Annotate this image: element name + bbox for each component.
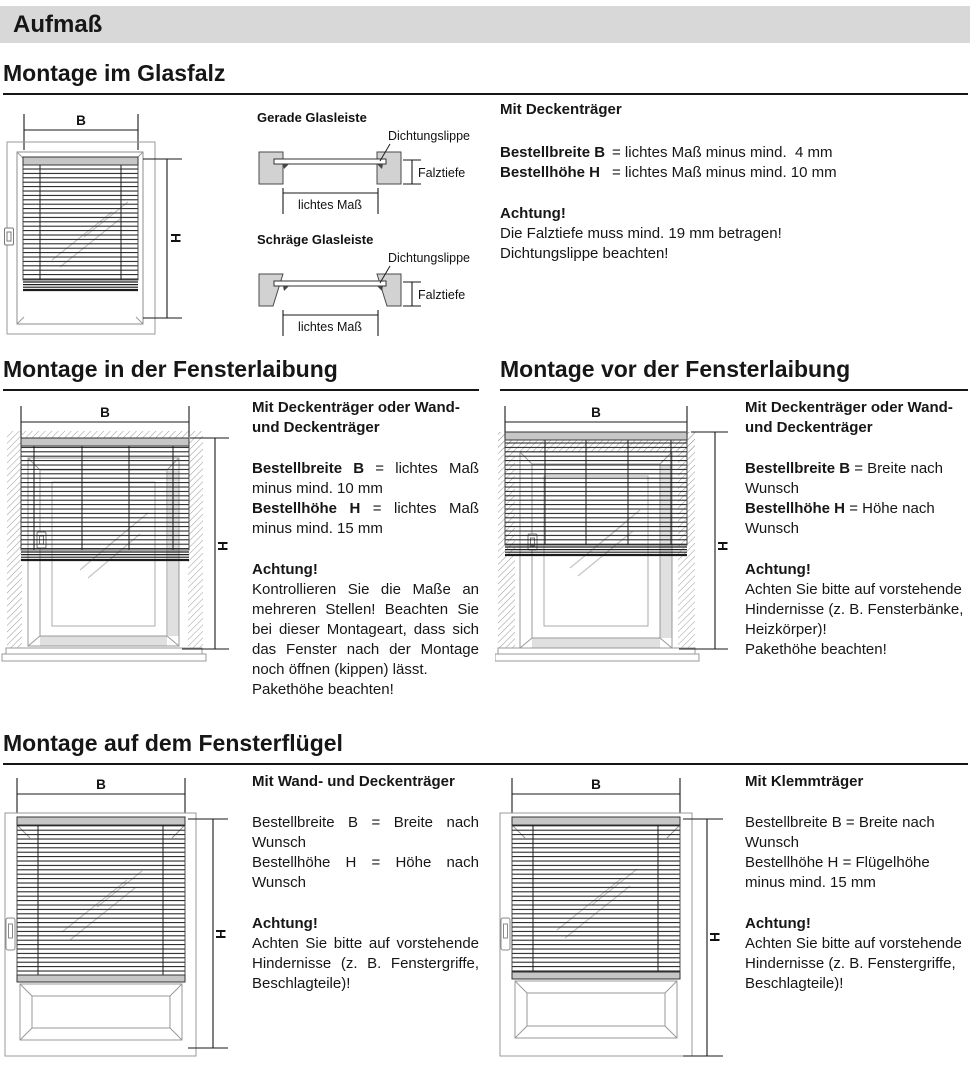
venetian-blind [17,817,185,982]
blind-head-rail [21,438,189,446]
venetian-blind [21,438,189,560]
warning-title: Achtung! [252,915,318,932]
blind-slats [505,440,687,545]
blind-slats [17,825,185,975]
blind-slats [512,825,680,972]
window-sill [2,648,206,661]
warning-line: Achten Sie bitte auf vorstehende Hindernisse (z. B. Fensterbänke, Heizkörper)! [745,581,964,638]
width-dimension-label: B [96,777,106,792]
spec-row: Bestellhöhe H = lichtes Maß minus mind. 15 mm [252,500,479,537]
sealing-lip-label: Dichtungslippe [388,251,470,265]
blind-bottom-rail [17,975,185,982]
glasfalz-window-diagram [2,102,234,352]
clear-width-label: lichtes Maß [298,320,362,334]
bead-block-left [259,274,283,306]
fluegel-left-window-diagram [2,772,238,1070]
bead-block-right [377,274,401,306]
spec-row: Bestellbreite B = Breite nach Wunsch [745,460,944,497]
spec-row: Bestellhöhe H = lichtes Maß minus mind. 10 mm [500,164,837,181]
blind-head-rail [512,817,680,825]
sealing-lip-left [283,164,289,169]
info-title: Mit Deckenträger [500,101,622,118]
sealing-lip-label: Dichtungslippe [388,129,470,143]
width-dimension-label: B [76,113,86,128]
warning-title: Achtung! [500,205,566,222]
warning-line: Die Falztiefe muss mind. 19 mm betragen! [500,225,782,242]
glass-pane [274,281,386,286]
warning-line: Pakethöhe beachten! [252,681,394,698]
width-dimension-label: B [591,405,601,420]
info-title: Mit Wand- und Deckenträger [252,773,455,790]
spec-row: Bestellbreite B = lichtes Maß minus mind. 4 mm [500,144,833,161]
section-heading-glasfalz: Montage im Glasfalz [3,60,968,95]
info-title: Mit Deckenträger oder Wand- und Deckenträger [745,399,953,436]
spec-row: Bestellhöhe H = Höhe nach Wunsch [745,500,935,537]
angled-glass-bead-diagram [240,230,476,350]
venetian-blind [505,432,687,555]
window-handle [6,918,15,950]
warning-line: Achten Sie bitte auf vorstehende Hindernisse (z. B. Fenstergriffe, Beschlagteile)! [745,935,962,992]
spec-row: Bestellbreite B = Breite nach Wunsch [252,814,480,851]
height-dimension-label: H [168,233,183,243]
spec-list [252,459,479,539]
glasfalz-info [500,100,920,264]
warning-line: Dichtungslippe beachten! [500,245,669,262]
fluegel-right-window-diagram [497,772,740,1070]
laibung-in-info [252,398,479,700]
height-dimension-label: H [215,541,230,551]
spec-row: Bestellhöhe H = Höhe nach Wunsch [252,854,479,891]
spec-list [745,813,973,893]
height-dimension-label: H [213,929,228,939]
straight-glass-bead-diagram [240,108,476,228]
info-title: Mit Deckenträger oder Wand- und Deckenträger [252,399,460,436]
clear-width-label: lichtes Maß [298,198,362,212]
rebate-depth-label: Falztiefe [418,166,466,180]
window-sill [495,648,699,661]
page-title: Aufmaß [13,10,103,38]
blind-slats [21,446,189,550]
sealing-lip-left [283,286,289,291]
spec-row: Bestellhöhe H = Flügelhöhe minus mind. 15 mm [745,854,930,891]
straight-bead-title: Gerade Glasleiste [257,110,367,125]
spec-list [745,459,973,539]
spec-list [500,143,920,183]
blind-bottom-stack [21,552,189,560]
blind-bottom-stack [23,282,138,290]
blind-bottom-rail [512,972,680,979]
width-dimension-label: B [591,777,601,792]
fluegel-right-info [745,772,973,994]
warning-line: Achten Sie bitte auf vorstehende Hindernisse (z. B. Fenstergriffe, Beschlagteile)! [252,935,479,992]
height-dimension-label: H [707,932,722,942]
laibung-in-window-diagram [0,398,238,692]
page-title-bar [0,6,970,43]
fluegel-left-info [252,772,479,994]
warning-line: Pakethöhe beachten! [745,641,887,658]
spec-list [252,813,479,893]
laibung-vor-window-diagram [495,398,740,692]
bead-block-left [259,152,283,184]
section-heading-laibung-vor: Montage vor der Fensterlaibung [500,356,968,391]
blind-head-rail [505,432,687,440]
angled-bead-title: Schräge Glasleiste [257,232,374,247]
window-handle [501,918,510,950]
warning-title: Achtung! [745,915,811,932]
spec-row: Bestellbreite B = lichtes Maß minus mind. 10 mm [252,460,479,497]
venetian-blind [512,817,680,979]
blind-head-rail [23,157,138,165]
info-title: Mit Klemmträger [745,773,864,790]
section-heading-laibung-in: Montage in der Fensterlaibung [3,356,479,391]
blind-head-rail [17,817,185,825]
height-dimension-label: H [715,541,730,551]
rebate-depth-label: Falztiefe [418,288,466,302]
section-heading-fluegel: Montage auf dem Fensterflügel [3,730,968,765]
bead-block-right [377,152,401,184]
warning-line: Kontrollieren Sie die Maße an mehreren Stellen! Beachten Sie bei dieser Montageart, dass sich das Fenster nach der Montage noch öffnen (kippen) lässt. [252,581,479,678]
width-dimension-label: B [100,405,110,420]
warning-title: Achtung! [252,561,318,578]
laibung-vor-info [745,398,973,660]
sealing-lip-right [377,286,383,291]
glass-pane [274,159,386,164]
warning-title: Achtung! [745,561,811,578]
spec-row: Bestellbreite B = Breite nach Wunsch [745,814,935,851]
window-handle [5,228,14,245]
venetian-blind [23,157,138,290]
